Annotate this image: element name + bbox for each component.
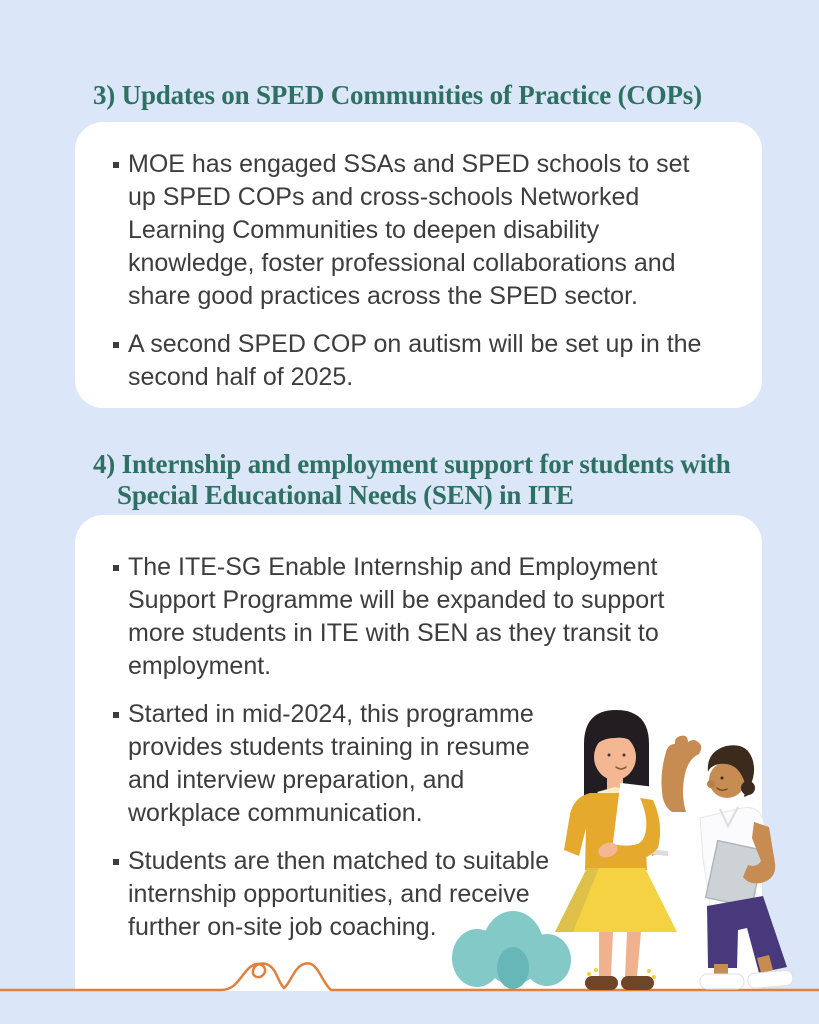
ground-squiggle-line [0,963,819,990]
section-4-heading: 4) Internship and employment support for students with Special Educational Needs (SEN) in ITE [93,449,731,510]
bullet-item: Started in mid-2024, this programme provides students training in resume and interview preparation, and workplace communication. [111,698,575,830]
section-3-card [75,122,762,408]
section-3-bullet-list [111,148,762,394]
bullet-item: MOE has engaged SSAs and SPED schools to set up SPED COPs and cross-schools Networked Learning Communities to deepen disability knowledge, foster professional collaborations and share good practices across the SPED sector. [111,148,717,313]
section-3-heading: 3) Updates on SPED Communities of Practice (COPs) [93,80,702,110]
man-illustration [662,736,794,989]
bullet-item: A second SPED COP on autism will be set up in the second half of 2025. [111,328,717,394]
bullet-item: Students are then matched to suitable internship opportunities, and receive further on-site job coaching. [111,845,575,944]
bullet-item: The ITE-SG Enable Internship and Employment Support Programme will be expanded to support more students in ITE with SEN as they transit to employment. [111,551,717,683]
students-illustration [0,700,819,1024]
woman-illustration [555,710,677,990]
teal-bush-icon [452,911,571,989]
